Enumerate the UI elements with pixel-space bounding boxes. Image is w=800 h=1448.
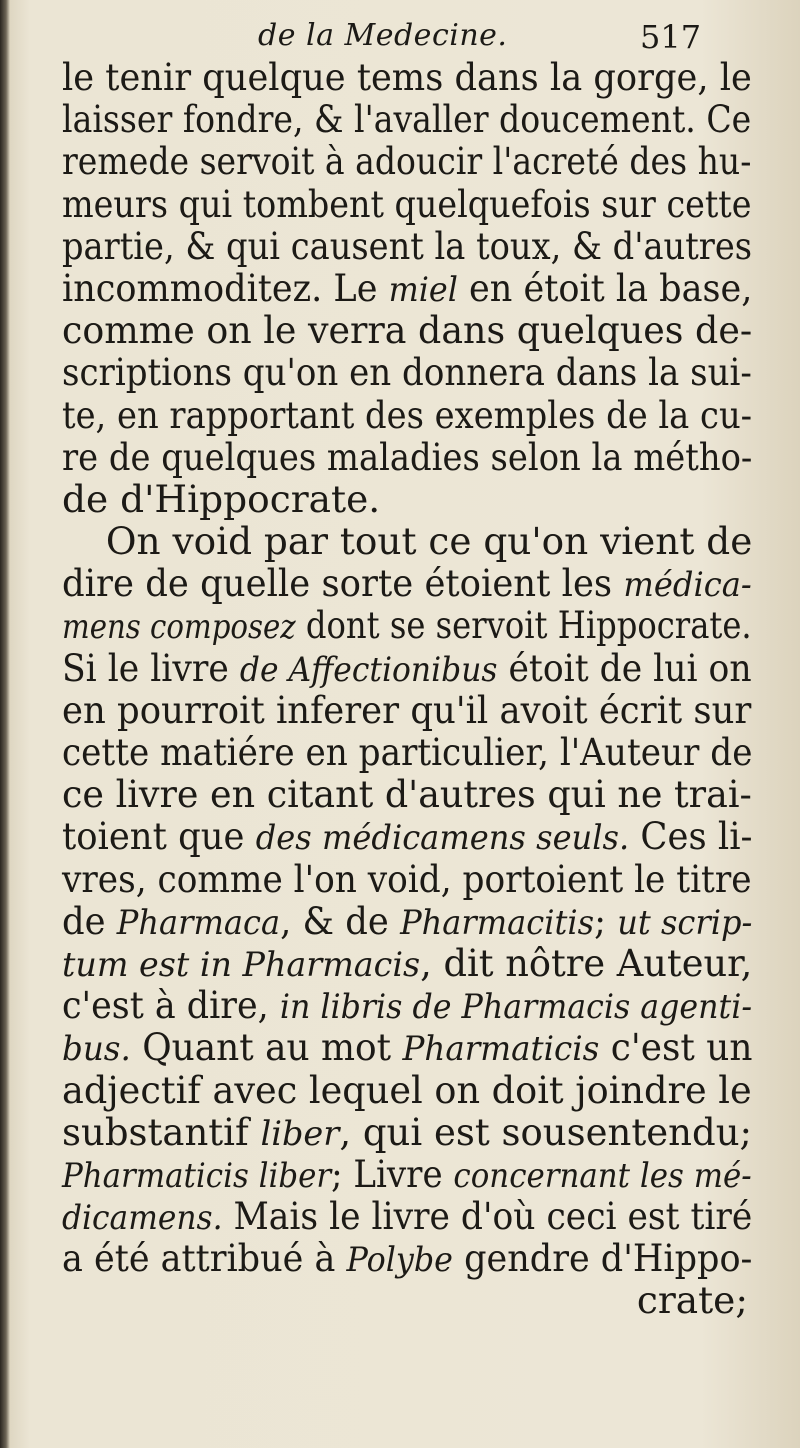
- text-line-29: [62, 1236, 753, 1281]
- book-spine-shadow: [0, 0, 10, 1448]
- italic-text-segment: liber: [260, 1113, 340, 1154]
- text-segment: scriptions qu'on en donnera dans la sui-: [62, 350, 752, 395]
- text-segment: te, en rapportant des exemples de la cu-: [62, 392, 753, 437]
- italic-text-segment: Pharmaticis: [402, 1029, 600, 1070]
- text-segment: a été attribué à: [62, 1236, 347, 1281]
- text-segment: Quant au mot: [130, 1025, 403, 1070]
- text-segment: toient que: [62, 814, 256, 859]
- text-segment: remede servoit à adoucir l'acreté des hu-: [62, 139, 752, 184]
- text-line-14: [62, 603, 752, 648]
- italic-text-segment: médica-: [623, 565, 752, 606]
- text-segment: crate;: [636, 1278, 748, 1323]
- italic-text-segment: bus.: [62, 1029, 131, 1070]
- italic-text-segment: tum est in Pharmacis: [62, 944, 421, 985]
- text-line-10: [62, 434, 753, 479]
- text-line-4: [62, 181, 752, 226]
- text-segment: c'est un: [599, 1025, 753, 1070]
- text-segment: Mais le livre d'où ceci est tiré: [222, 1194, 753, 1239]
- text-segment: de: [62, 898, 117, 943]
- italic-text-segment: Pharmaticis liber: [62, 1155, 332, 1196]
- text-segment: meurs qui tombent quelquefois sur cette: [62, 181, 752, 226]
- text-line-2: [62, 97, 752, 142]
- text-line-18: [62, 772, 752, 817]
- italic-text-segment: des médicamens seuls.: [255, 818, 630, 859]
- text-line-5: [62, 223, 753, 268]
- text-segment: Ces li-: [629, 814, 753, 859]
- text-segment: , dit nôtre Auteur,: [420, 940, 753, 985]
- running-head: de la Medecine.: [258, 18, 508, 53]
- text-segment: On void par tout ce qu'on vient de: [105, 519, 753, 564]
- text-line-27: [62, 1151, 752, 1196]
- text-line-15: [62, 645, 752, 690]
- text-segment: adjectif avec lequel on doit joindre le: [62, 1067, 752, 1112]
- text-line-12: [62, 519, 753, 564]
- text-segment: ;: [594, 898, 618, 943]
- text-line-25: [62, 1067, 752, 1112]
- text-line-9: [62, 392, 753, 437]
- text-segment: étoit de lui on: [497, 645, 752, 690]
- text-segment: , qui est sousentendu;: [339, 1109, 753, 1154]
- text-line-28: [62, 1194, 753, 1239]
- italic-text-segment: mens composez: [62, 607, 296, 648]
- text-segment: cette matiére en particulier, l'Auteur de: [62, 730, 753, 774]
- body-text: [62, 56, 752, 1322]
- text-segment: comme on le verra dans quelques de-: [62, 308, 753, 353]
- page-number: 517: [640, 18, 702, 56]
- text-segment: partie, & qui causent la toux, & d'autres: [62, 223, 753, 268]
- text-segment: ce livre en citant d'autres qui ne trai-: [62, 772, 752, 817]
- text-line-7: [62, 308, 753, 353]
- text-line-13: [62, 561, 752, 606]
- text-segment: re de quelques maladies selon la métho-: [62, 434, 753, 479]
- text-line-1: [62, 55, 752, 99]
- text-line-23: [62, 983, 753, 1028]
- text-segment: ; Livre: [331, 1151, 454, 1196]
- text-segment: dire de quelle sorte étoient les: [62, 561, 624, 606]
- italic-text-segment: de Affectionibus: [239, 649, 498, 690]
- text-line-20: [62, 856, 752, 901]
- text-segment: en pourroit inferer qu'il avoit écrit sur: [62, 687, 752, 732]
- text-line-8: [62, 350, 752, 395]
- text-segment: vres, comme l'on void, portoient le titre: [62, 856, 752, 901]
- italic-text-segment: in libris de Pharmacis agenti-: [279, 987, 753, 1028]
- text-line-30: [62, 1279, 752, 1321]
- italic-text-segment: Pharmaca: [116, 902, 281, 943]
- text-segment: incommoditez. Le: [62, 265, 389, 310]
- text-segment: dont se servoit Hippocrate.: [295, 603, 752, 648]
- text-segment: le tenir quelque tems dans la gorge, le: [62, 55, 752, 99]
- text-line-3: [62, 139, 752, 184]
- text-segment: gendre d'Hippo-: [452, 1236, 753, 1281]
- italic-text-segment: ut scrip-: [617, 902, 753, 943]
- italic-text-segment: dicamens.: [62, 1198, 223, 1239]
- page-header: [0, 14, 800, 58]
- text-segment: c'est à dire,: [62, 983, 280, 1028]
- text-line-19: [62, 814, 753, 859]
- text-line-26: [62, 1109, 753, 1154]
- text-line-6: [62, 265, 753, 310]
- italic-text-segment: Polybe: [346, 1240, 453, 1281]
- text-segment: de d'Hippocrate.: [62, 476, 381, 521]
- text-segment: substantif: [62, 1109, 261, 1154]
- text-segment: en étoit la base,: [457, 265, 753, 310]
- italic-text-segment: miel: [388, 269, 458, 310]
- text-segment: Si le livre: [62, 645, 240, 690]
- text-segment: laisser fondre, & l'avaller doucement. Ce: [62, 97, 752, 142]
- text-line-22: [62, 940, 753, 985]
- italic-text-segment: concernant les mé-: [453, 1155, 752, 1196]
- text-line-24: [62, 1025, 753, 1070]
- text-line-17: [62, 730, 753, 774]
- text-line-16: [62, 687, 752, 732]
- text-line-11: [62, 478, 752, 520]
- text-line-21: [62, 898, 753, 943]
- text-segment: , & de: [280, 898, 401, 943]
- italic-text-segment: Pharmacitis: [400, 902, 595, 943]
